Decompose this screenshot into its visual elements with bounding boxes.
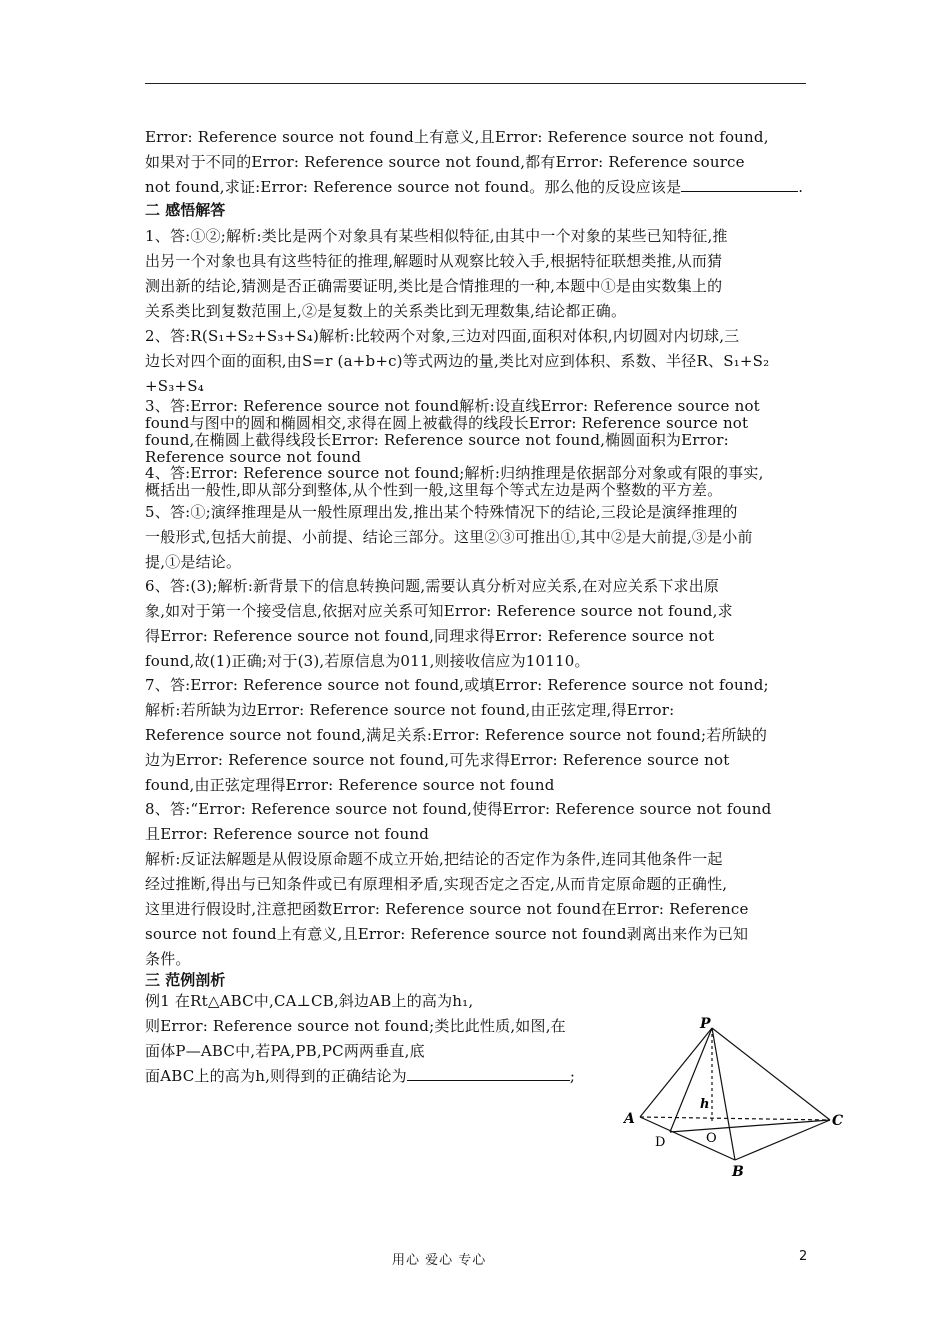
text-line: 7、答:Error: Reference source not found,或填Error: Reference source not found;	[145, 676, 769, 694]
answer-3	[145, 398, 807, 466]
text-line: 解析:反证法解题是从假设原命题不成立开始,把结论的否定作为条件,连同其他条件一起	[145, 850, 723, 868]
label-o: O	[706, 1131, 717, 1146]
answer-4	[145, 465, 807, 499]
text-line: Reference source not found	[145, 448, 362, 466]
edge-pc	[712, 1028, 830, 1120]
text-line: 提,①是结论。	[145, 553, 242, 571]
text-line: 解析:若所缺为边Error: Reference source not found,由正弦定理,得Error:	[145, 701, 675, 719]
text-line: not found,求证:Error: Reference source not found。那么他的反设应该是 .	[145, 178, 804, 196]
answer-6	[145, 574, 807, 674]
text-line: 如果对于不同的Error: Reference source not found,都有Error: Reference source	[145, 153, 745, 171]
text-line: 例1 在Rt△ABC中,CA⊥CB,斜边AB上的高为h₁,	[145, 992, 474, 1010]
section-heading-2: 二 感悟解答	[145, 201, 226, 219]
text-line: 8、答:“Error: Reference source not found,使得Error: Reference source not found	[145, 800, 772, 818]
text-line: 关系类比到复数范围上,②是复数上的关系类比到无理数集,结论都正确。	[145, 302, 627, 320]
answer-1	[145, 224, 807, 324]
text-line: 条件。	[145, 950, 191, 968]
text-line: 则Error: Reference source not found;类比此性质,如图,在	[145, 1017, 566, 1035]
text-line: 测出新的结论,猜测是否正确需要证明,类比是合情推理的一种,本题中①是由实数集上的	[145, 277, 723, 295]
answer-blank	[407, 1066, 570, 1081]
label-d: D	[655, 1135, 666, 1150]
section-heading-3: 三 范例剖析	[145, 971, 226, 989]
answer-blank	[681, 177, 798, 192]
text-line: 2、答:R(S₁+S₂+S₃+S₄)解析:比较两个对象,三边对四面,面积对体积,内切圆对内切球,三	[145, 327, 740, 345]
text-line: 面ABC上的高为h,则得到的正确结论为 ;	[145, 1067, 576, 1085]
intro-paragraph	[145, 125, 807, 200]
label-p: P	[700, 1016, 711, 1032]
text-line: 一般形式,包括大前提、小前提、结论三部分。这里②③可推出①,其中②是大前提,③是小前	[145, 528, 753, 546]
answer-5	[145, 500, 807, 575]
label-b: B	[732, 1164, 744, 1180]
edge-ac	[640, 1117, 830, 1120]
line-pd	[670, 1028, 712, 1132]
page-number: 2	[799, 1249, 808, 1264]
answer-2	[145, 324, 807, 399]
footer-motto: 用心 爱心 专心	[392, 1253, 487, 1268]
text-line: Reference source not found,满足关系:Error: Reference source not found;若所缺的	[145, 726, 768, 744]
label-c: C	[832, 1113, 844, 1129]
text-line: 概括出一般性,即从部分到整体,从个性到一般,这里每个等式左边是两个整数的平方差。	[145, 481, 723, 499]
answer-7	[145, 673, 807, 798]
text-line: 且Error: Reference source not found	[145, 825, 430, 843]
header-rule	[145, 83, 806, 84]
text-line: 边长对四个面的面积,由S=r (a+b+c)等式两边的量,类比对应到体积、系数、半径R、S₁+S₂	[145, 352, 770, 370]
text-line: 1、答:①②;解析:类比是两个对象具有某些相似特征,由其中一个对象的某些已知特征,推	[145, 227, 728, 245]
example-1	[145, 989, 615, 1089]
label-h: h	[700, 1097, 710, 1112]
text-line: 这里进行假设时,注意把函数Error: Reference source not found在Error: Reference	[145, 900, 749, 918]
text-line: 出另一个对象也具有这些特征的推理,解题时从观察比较入手,根据特征联想类推,从而猜	[145, 252, 723, 270]
text-line: found,故(1)正确;对于(3),若原信息为011,则接收信应为10110。	[145, 652, 590, 670]
pyramid-figure	[620, 1012, 850, 1182]
text-line: 边为Error: Reference source not found,可先求得Error: Reference source not	[145, 751, 730, 769]
text-line: 5、答:①;演绎推理是从一般性原理出发,推出某个特殊情况下的结论,三段论是演绎推理的	[145, 503, 738, 521]
text-line: found,在椭圆上截得线段长Error: Reference source not found,椭圆面积为Error:	[145, 431, 729, 449]
text-line: 6、答:(3);解析:新背景下的信息转换问题,需要认真分析对应关系,在对应关系下求出原	[145, 577, 720, 595]
text-line: found与图中的圆和椭圆相交,求得在圆上被截得的线段长Error: Reference source not	[145, 414, 749, 432]
text-line: 经过推断,得出与已知条件或已有原理相矛盾,实现否定之否定,从而肯定原命题的正确性,	[145, 875, 728, 893]
text-line: source not found上有意义,且Error: Reference source not found剥离出来作为已知	[145, 925, 749, 943]
text-line: Error: Reference source not found上有意义,且Error: Reference source not found,	[145, 128, 769, 146]
answer-8	[145, 797, 807, 972]
text-line: 4、答:Error: Reference source not found;解析:归纳推理是依据部分对象或有限的事实,	[145, 464, 764, 482]
text-line: 象,如对于第一个接受信息,依据对应关系可知Error: Reference source not found,求	[145, 602, 733, 620]
text-line: 面体P—ABC中,若PA,PB,PC两两垂直,底	[145, 1042, 425, 1060]
text-line: 得Error: Reference source not found,同理求得Error: Reference source not	[145, 627, 715, 645]
label-a: A	[624, 1111, 635, 1127]
text-line: 3、答:Error: Reference source not found解析:设直线Error: Reference source not	[145, 397, 760, 415]
text-line: +S₃+S₄	[145, 377, 204, 395]
text-line: found,由正弦定理得Error: Reference source not found	[145, 776, 555, 794]
